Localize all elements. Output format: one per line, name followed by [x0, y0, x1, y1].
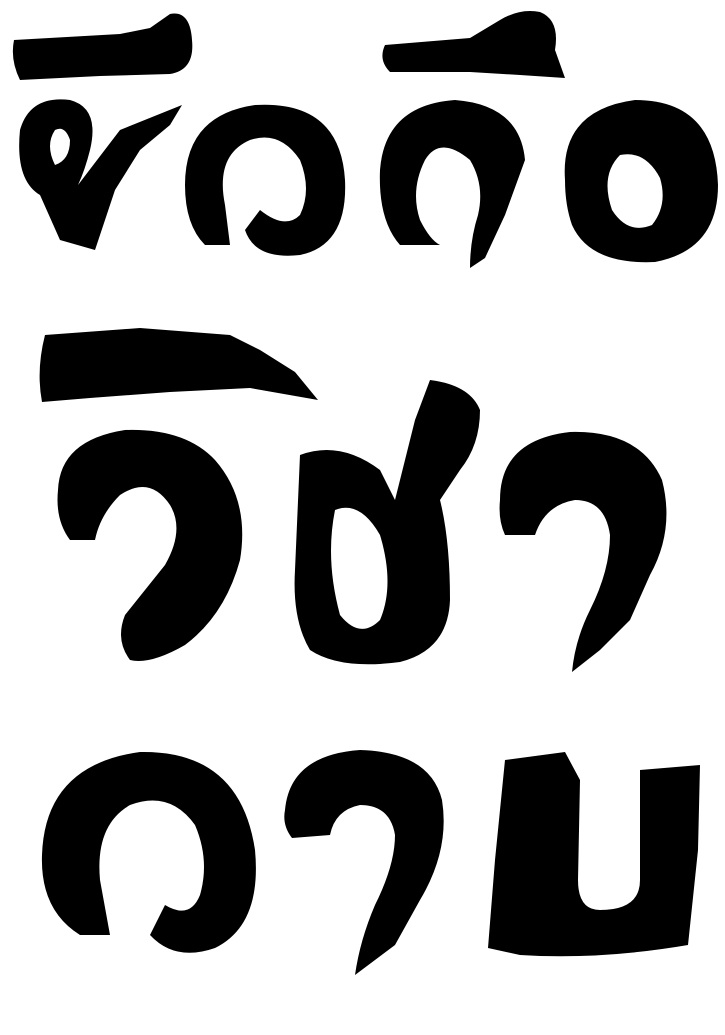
line-2-glyphs	[40, 328, 667, 672]
stroke-top-right-bar	[382, 11, 565, 78]
glyph-cho	[295, 380, 480, 664]
glyph-do-2	[42, 752, 256, 953]
glyph-aa-2	[284, 750, 443, 975]
stroke-sara-i	[40, 328, 318, 402]
line-3-glyphs	[42, 750, 700, 975]
glyph-o	[565, 100, 718, 262]
glyph-tho	[380, 100, 525, 268]
stroke-top-left-bar	[13, 14, 192, 80]
glyph-kho	[19, 99, 182, 250]
glyph-do	[185, 105, 345, 256]
glyph-wo	[58, 430, 243, 661]
glyph-aa-1	[500, 432, 667, 672]
line-1-glyphs	[13, 11, 718, 268]
glyph-bo	[488, 752, 700, 956]
